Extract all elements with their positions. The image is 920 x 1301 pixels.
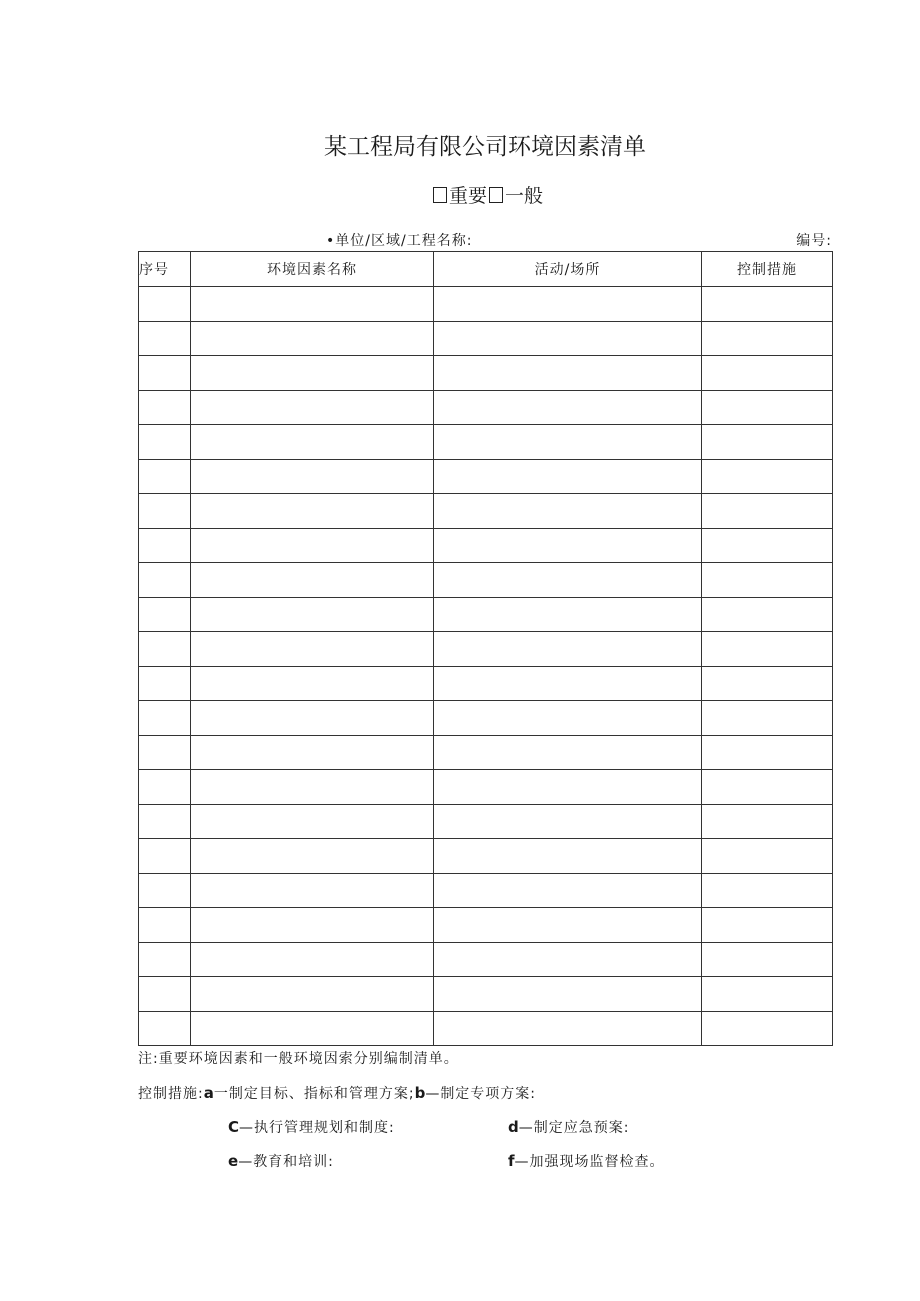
table-cell[interactable] xyxy=(434,977,702,1012)
table-cell[interactable] xyxy=(139,425,191,460)
table-row xyxy=(139,701,833,736)
table-cell[interactable] xyxy=(139,528,191,563)
table-cell[interactable] xyxy=(702,459,833,494)
measure-c xyxy=(228,1117,395,1137)
table-cell[interactable] xyxy=(702,666,833,701)
measure-a xyxy=(204,1086,415,1102)
table-cell[interactable] xyxy=(191,287,434,322)
table-cell[interactable] xyxy=(702,839,833,874)
table-cell[interactable] xyxy=(702,494,833,529)
unit-label: •单位/区域/工程名称: xyxy=(326,233,473,249)
table-row xyxy=(139,390,833,425)
table-cell[interactable] xyxy=(139,977,191,1012)
environment-factor-table xyxy=(138,251,833,1046)
table-cell[interactable] xyxy=(139,459,191,494)
table-cell[interactable] xyxy=(139,873,191,908)
measure-e-code: e xyxy=(228,1152,239,1170)
code-label: 编号: xyxy=(796,233,832,249)
table-cell[interactable] xyxy=(434,597,702,632)
table-cell[interactable] xyxy=(434,839,702,874)
table-cell[interactable] xyxy=(139,804,191,839)
measure-d-code: d xyxy=(508,1118,519,1136)
table-cell[interactable] xyxy=(191,356,434,391)
table-header-row xyxy=(139,252,833,287)
table-cell[interactable] xyxy=(434,942,702,977)
table-row xyxy=(139,666,833,701)
header-factor-name: 环境因素名称 xyxy=(191,252,434,287)
category-selector xyxy=(0,181,920,208)
table-cell[interactable] xyxy=(702,356,833,391)
table-cell[interactable] xyxy=(191,1011,434,1046)
table-cell[interactable] xyxy=(191,459,434,494)
measure-e xyxy=(228,1151,334,1171)
table-row xyxy=(139,494,833,529)
table-cell[interactable] xyxy=(702,390,833,425)
table-cell[interactable] xyxy=(702,528,833,563)
measure-f-dash: — xyxy=(514,1154,530,1170)
table-cell[interactable] xyxy=(434,873,702,908)
table-cell[interactable] xyxy=(191,528,434,563)
table-cell[interactable] xyxy=(139,563,191,598)
table-cell[interactable] xyxy=(191,666,434,701)
table-cell[interactable] xyxy=(191,873,434,908)
table-cell[interactable] xyxy=(191,770,434,805)
table-cell[interactable] xyxy=(139,839,191,874)
control-prefix: 控制措施: xyxy=(138,1086,204,1102)
table-row xyxy=(139,459,833,494)
table-cell[interactable] xyxy=(434,563,702,598)
table-cell[interactable] xyxy=(191,839,434,874)
table-cell[interactable] xyxy=(139,356,191,391)
table-row xyxy=(139,735,833,770)
table-cell[interactable] xyxy=(434,287,702,322)
table-cell[interactable] xyxy=(191,804,434,839)
measure-d xyxy=(508,1117,629,1137)
table-row xyxy=(139,908,833,943)
table-row xyxy=(139,839,833,874)
table-cell[interactable] xyxy=(139,287,191,322)
table-cell[interactable] xyxy=(191,701,434,736)
table-cell[interactable] xyxy=(702,977,833,1012)
table-cell[interactable] xyxy=(434,321,702,356)
table-row xyxy=(139,942,833,977)
note-text: 注:重要环境因素和一般环境因索分别编制清单。 xyxy=(138,1051,459,1067)
table-cell[interactable] xyxy=(139,390,191,425)
table-cell[interactable] xyxy=(702,563,833,598)
measure-d-dash: — xyxy=(518,1120,534,1136)
measure-b-code: b xyxy=(414,1084,426,1102)
measure-f-code: f xyxy=(508,1152,515,1170)
table-cell[interactable] xyxy=(702,425,833,460)
table-cell[interactable] xyxy=(191,425,434,460)
category-option-general[interactable] xyxy=(489,181,543,208)
measure-a-dash: 一 xyxy=(213,1086,229,1102)
table-cell[interactable] xyxy=(139,908,191,943)
table-row xyxy=(139,632,833,667)
table-cell[interactable] xyxy=(702,735,833,770)
table-cell[interactable] xyxy=(434,1011,702,1046)
document-title: 某工程局有限公司环境因素清单 xyxy=(324,134,646,160)
table-cell[interactable] xyxy=(139,701,191,736)
table-cell[interactable] xyxy=(191,735,434,770)
table-cell[interactable] xyxy=(702,804,833,839)
table-row xyxy=(139,977,833,1012)
table-row xyxy=(139,804,833,839)
table-row xyxy=(139,597,833,632)
table-cell[interactable] xyxy=(139,632,191,667)
header-control: 控制措施 xyxy=(702,252,833,287)
table-cell[interactable] xyxy=(191,908,434,943)
measure-e-dash: — xyxy=(238,1154,254,1170)
table-cell[interactable] xyxy=(702,321,833,356)
meta-row xyxy=(138,230,832,248)
table-row xyxy=(139,873,833,908)
table-cell[interactable] xyxy=(702,287,833,322)
table-cell[interactable] xyxy=(702,1011,833,1046)
general-checkbox[interactable] xyxy=(489,187,503,203)
table-cell[interactable] xyxy=(434,632,702,667)
table-cell[interactable] xyxy=(702,770,833,805)
table-cell[interactable] xyxy=(434,666,702,701)
table-cell[interactable] xyxy=(191,977,434,1012)
table-cell[interactable] xyxy=(434,701,702,736)
table-cell[interactable] xyxy=(139,735,191,770)
table-cell[interactable] xyxy=(191,597,434,632)
table-cell[interactable] xyxy=(434,459,702,494)
table-row xyxy=(139,770,833,805)
table-cell[interactable] xyxy=(191,942,434,977)
measure-b xyxy=(415,1086,536,1102)
table-cell[interactable] xyxy=(702,597,833,632)
table-cell[interactable] xyxy=(139,666,191,701)
table-row xyxy=(139,1011,833,1046)
important-label: 重要 xyxy=(448,185,487,207)
table-row xyxy=(139,356,833,391)
table-cell[interactable] xyxy=(434,425,702,460)
measure-b-text: 制定专项方案: xyxy=(440,1086,537,1102)
table-row xyxy=(139,528,833,563)
table-cell[interactable] xyxy=(434,804,702,839)
measure-c-dash: — xyxy=(239,1120,255,1136)
table-cell[interactable] xyxy=(434,494,702,529)
table-row xyxy=(139,425,833,460)
table-cell[interactable] xyxy=(191,494,434,529)
table-cell[interactable] xyxy=(702,632,833,667)
table-cell[interactable] xyxy=(434,390,702,425)
table-row xyxy=(139,321,833,356)
table-cell[interactable] xyxy=(139,1011,191,1046)
measure-a-code: a xyxy=(203,1084,214,1102)
table-cell[interactable] xyxy=(191,321,434,356)
table-cell[interactable] xyxy=(434,356,702,391)
table-cell[interactable] xyxy=(191,632,434,667)
important-checkbox[interactable] xyxy=(433,187,447,203)
table-cell[interactable] xyxy=(139,942,191,977)
table-cell[interactable] xyxy=(702,701,833,736)
table-cell[interactable] xyxy=(434,908,702,943)
header-activity: 活动/场所 xyxy=(434,252,702,287)
table-row xyxy=(139,287,833,322)
measure-d-text: 制定应急预案: xyxy=(533,1120,630,1136)
table-body xyxy=(139,287,833,1046)
control-measures-line-1 xyxy=(138,1083,536,1103)
measure-f xyxy=(508,1151,665,1171)
measure-f-text: 加强现场监督检查。 xyxy=(529,1154,665,1170)
measure-c-code: C xyxy=(228,1118,240,1136)
general-label: 一般 xyxy=(505,185,544,207)
category-option-important[interactable] xyxy=(433,181,487,208)
table-cell[interactable] xyxy=(139,494,191,529)
measure-e-text: 教育和培训: xyxy=(253,1154,334,1170)
header-no: 序号 xyxy=(139,252,191,287)
table-cell[interactable] xyxy=(702,942,833,977)
table-cell[interactable] xyxy=(191,563,434,598)
table-cell[interactable] xyxy=(702,908,833,943)
table-cell[interactable] xyxy=(434,528,702,563)
table-cell[interactable] xyxy=(139,770,191,805)
table-row xyxy=(139,563,833,598)
table-cell[interactable] xyxy=(434,770,702,805)
measure-a-text: 制定目标、指标和管理方案; xyxy=(228,1086,415,1102)
table-cell[interactable] xyxy=(191,390,434,425)
measure-c-text: 执行管理规划和制度: xyxy=(254,1120,395,1136)
table-cell[interactable] xyxy=(434,735,702,770)
table-cell[interactable] xyxy=(139,321,191,356)
table-cell[interactable] xyxy=(139,597,191,632)
measure-b-dash: — xyxy=(425,1086,441,1102)
table-cell[interactable] xyxy=(702,873,833,908)
